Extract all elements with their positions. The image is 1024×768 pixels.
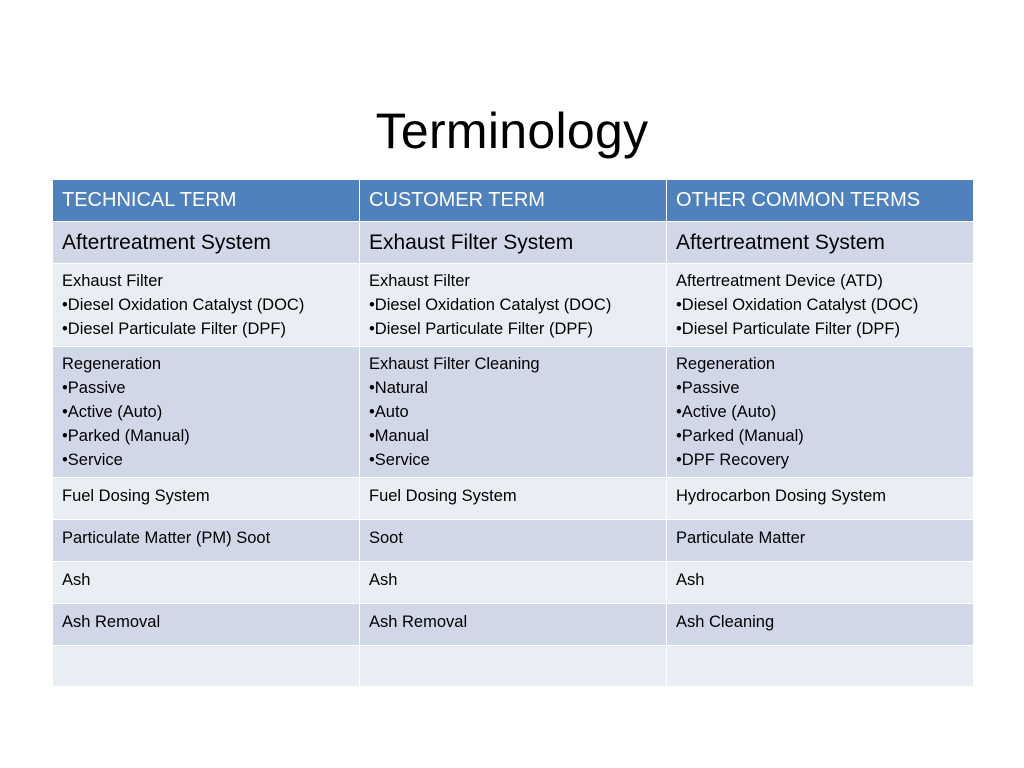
cell-bullet: •Parked (Manual) (62, 427, 190, 445)
cell-bullet: •Auto (369, 403, 409, 421)
table-cell (53, 562, 360, 604)
cell-line: Particulate Matter (PM) Soot (62, 529, 271, 547)
cell-bullet: •Active (Auto) (676, 403, 777, 421)
table-row (53, 222, 974, 264)
table-cell (667, 520, 974, 562)
cell-bullet: •Active (Auto) (62, 403, 163, 421)
header-technical-term: TECHNICAL TERM (53, 180, 360, 222)
table-cell (360, 562, 667, 604)
table-row (53, 604, 974, 646)
cell-bullet: •Service (369, 451, 430, 469)
cell-line: Ash Cleaning (676, 613, 775, 631)
cell-bullet: •Diesel Particulate Filter (DPF) (676, 320, 900, 338)
cell-line: Regeneration (676, 355, 776, 373)
cell-bullet: •Diesel Particulate Filter (DPF) (62, 320, 286, 338)
table-cell (667, 222, 974, 264)
table-cell (53, 222, 360, 264)
table-row (53, 347, 974, 478)
table-cell-empty (360, 646, 667, 687)
cell-bullet: •Passive (62, 379, 126, 397)
cell-bullet: •Diesel Oxidation Catalyst (DOC) (676, 296, 919, 314)
cell-line: Ash (369, 571, 398, 589)
table-cell-empty (667, 646, 974, 687)
header-customer-term: CUSTOMER TERM (360, 180, 667, 222)
table-cell (667, 478, 974, 520)
cell-line: Fuel Dosing System (62, 487, 210, 505)
cell-line: Aftertreatment System (62, 231, 271, 254)
cell-bullet: •Natural (369, 379, 428, 397)
table-header-row (53, 180, 974, 222)
slide-title: Terminology (375, 103, 649, 159)
cell-bullet: •DPF Recovery (676, 451, 790, 469)
cell-bullet: •Passive (676, 379, 740, 397)
table-cell (53, 604, 360, 646)
terminology-table (52, 179, 974, 687)
cell-bullet: •Diesel Particulate Filter (DPF) (369, 320, 593, 338)
table-cell-empty (53, 646, 360, 687)
cell-line: Particulate Matter (676, 529, 806, 547)
table-cell (667, 347, 974, 478)
table-cell (667, 562, 974, 604)
table-cell (53, 347, 360, 478)
cell-line: Fuel Dosing System (369, 487, 517, 505)
cell-line: Exhaust Filter System (369, 231, 574, 254)
cell-bullet: •Manual (369, 427, 429, 445)
table-row (53, 520, 974, 562)
cell-line: Regeneration (62, 355, 162, 373)
cell-line: Aftertreatment System (676, 231, 885, 254)
table-cell (360, 478, 667, 520)
table-row-empty (53, 646, 974, 687)
table-cell (360, 347, 667, 478)
table-row (53, 478, 974, 520)
cell-line: Ash (62, 571, 91, 589)
cell-line: Ash Removal (62, 613, 161, 631)
cell-line: Exhaust Filter (62, 272, 163, 290)
table-cell (360, 264, 667, 347)
cell-line: Ash (676, 571, 705, 589)
cell-line: Exhaust Filter Cleaning (369, 355, 540, 373)
cell-bullet: •Diesel Oxidation Catalyst (DOC) (369, 296, 612, 314)
table-cell (53, 520, 360, 562)
table-cell (360, 604, 667, 646)
cell-bullet: •Parked (Manual) (676, 427, 804, 445)
table-cell (53, 264, 360, 347)
table-cell (360, 222, 667, 264)
table-row (53, 562, 974, 604)
table-cell (667, 604, 974, 646)
header-other-common-terms: OTHER COMMON TERMS (667, 180, 974, 222)
cell-bullet: •Service (62, 451, 123, 469)
table-row (53, 264, 974, 347)
cell-line: Exhaust Filter (369, 272, 470, 290)
cell-line: Ash Removal (369, 613, 468, 631)
table-cell (360, 520, 667, 562)
cell-bullet: •Diesel Oxidation Catalyst (DOC) (62, 296, 305, 314)
table-cell (53, 478, 360, 520)
cell-line: Soot (369, 529, 403, 547)
cell-line: Hydrocarbon Dosing System (676, 487, 887, 505)
cell-line: Aftertreatment Device (ATD) (676, 272, 883, 290)
table-cell (667, 264, 974, 347)
